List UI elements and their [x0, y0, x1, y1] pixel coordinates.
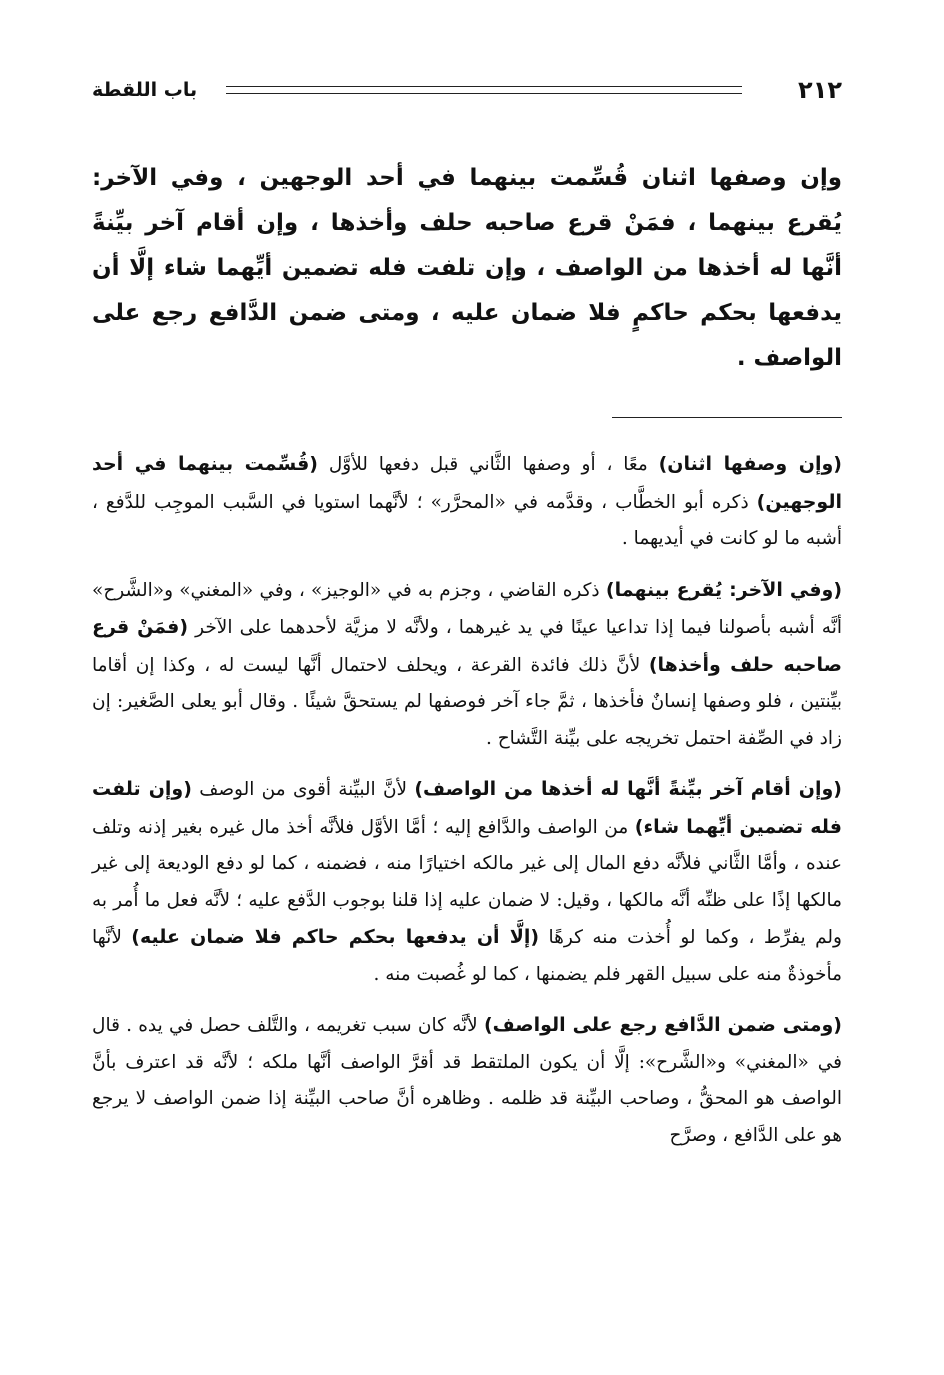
commentary-text: معًا ، أو وصفها الثَّاني قبل دفعها للأوَّل: [318, 454, 659, 475]
page-header: [92, 70, 842, 110]
commentary-paragraph-1: [92, 446, 842, 558]
commentary-text: ذكره القاضي ، وجزم به في «الوجيز» ، وفي «المغني» و«الشَّرح» أنَّه أشبه بأصولنا فيما إذا تداعيا عينًا في يد غيرهما ، ولأنَّه لا مزيَّة لأحدهما على الآخر: [92, 579, 842, 638]
quoted-text: (ومتى ضمن الدَّافع رجع على الواصف): [483, 1014, 842, 1036]
quoted-text: (وإن أقام آخر بيِّنةً أنَّها له أخذها من الواصف): [414, 778, 842, 800]
quoted-text: (وإن وصفها اثنان): [658, 453, 842, 475]
page-number: ٢١٢: [798, 76, 842, 104]
quoted-text: (قُسِّمت بينهما في أحد الوجهين): [92, 453, 842, 513]
commentary-text: من الواصف والدَّافع إليه ؛ أمَّا الأوَّل فلأنَّه أخذ مال غيره بغير إذنه وتلف عنده ، وأمَّا الثَّاني فلأنَّه دفع المال إلى غير مالكه اختيارًا منه ، فضمنه ، كما لو دفع الوديعة إلى غير مالكها إذًا على ظنِّه أنَّه مالكها ، وقيل: لا ضمان عليه إذا قلنا بوجوب الدَّفع عليه ؛ لأنَّه فعل ما أُمر به ولم يفرِّط ، وكما لو أُخذت منه كرهًا: [92, 816, 842, 948]
commentary-text: ذكره أبو الخطَّاب ، وقدَّمه في «المحرَّر» ؛ لأنَّهما استويا في السَّبب الموجِب للدَّفع ، أشبه ما لو كانت في أيديهما .: [92, 491, 842, 549]
quoted-text: (وفي الآخر: يُقرع بينهما): [605, 578, 842, 601]
chapter-title: باب اللقطة: [92, 79, 198, 101]
footnote-separator: [612, 417, 842, 418]
commentary-text: لأنَّه كان سبب تغريمه ، والتَّلف حصل في يده . قال في «المغني» و«الشَّرح»: إلَّا أن يكون الملتقط قد أقرَّ الواصف أنَّها ملكه ؛ لأنَّه قد اعترف بأنَّ الواصف هو المحقُّ ، وصاحب البيِّنة قد ظلمه . وظاهره أنَّ صاحب البيِّنة إذا ضمن الواصف لا يرجع هو على الدَّافع ، وصرَّح: [92, 1015, 842, 1146]
header-rule: [226, 86, 742, 94]
commentary-paragraph-3: [92, 771, 842, 993]
commentary-text: لأنَّ البيِّنة أقوى من الوصف: [191, 779, 415, 800]
commentary-text: لأنَّها مأخوذةٌ منه على سبيل القهر فلم يضمنها ، كما لو غُصبت منه .: [92, 927, 842, 985]
commentary-paragraph-2: [92, 572, 842, 758]
quoted-text: (فمَنْ قرع صاحبه حلف وأخذها): [92, 616, 842, 676]
main-text: وإن وصفها اثنان قُسِّمت بينهما في أحد الوجهين ، وفي الآخر: يُقرع بينهما ، فمَنْ قرع صاحبه حلف وأخذها ، وإن أقام آخر بيِّنةً أنَّها له أخذها من الواصف ، وإن تلفت فله تضمين أيِّهما شاء إلَّا أن يدفعها بحكم حاكمٍ فلا ضمان عليه ، ومتى ضمن الدَّافع رجع على الواصف .: [92, 165, 842, 371]
book-page: [92, 70, 842, 1330]
commentary-paragraph-4: [92, 1007, 842, 1154]
commentary: [92, 446, 842, 1154]
quoted-text: (إلَّا أن يدفعها بحكم حاكم فلا ضمان عليه): [131, 926, 540, 948]
quoted-text: (وإن تلفت فله تضمين أيِّهما شاء): [92, 778, 842, 838]
commentary-text: لأنَّ ذلك فائدة القرعة ، ويحلف لاحتمال أنَّها ليست له ، وكذا إن أقاما بيِّنتين ، فلو وصفها إنسانٌ فأخذها ، ثمَّ جاء آخر فوصفها لم يستحقَّ شيئًا . وقال أبو يعلى الصَّغير: إن زاد في الصِّفة احتمل تخريجه على بيِّنة التَّشاح .: [92, 654, 842, 749]
